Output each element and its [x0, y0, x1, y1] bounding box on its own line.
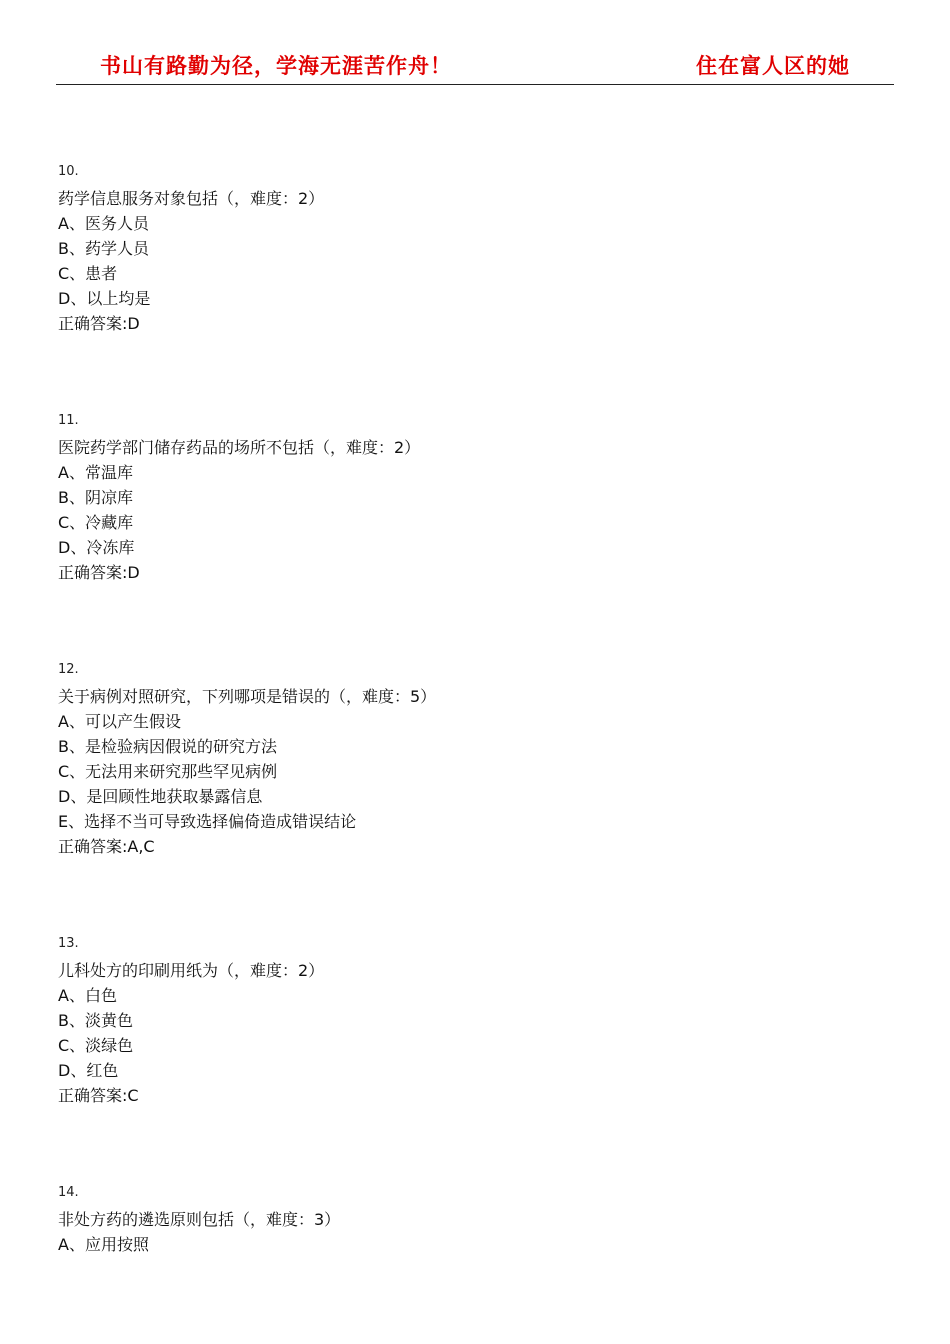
option-a: A、常温库: [58, 463, 133, 482]
question-stem: 关于病例对照研究，下列哪项是错误的（，难度：5）: [58, 687, 437, 706]
correct-answer: 正确答案:D: [58, 314, 140, 333]
question-10: [58, 164, 324, 336]
option-a: A、医务人员: [58, 214, 149, 233]
option-c: C、淡绿色: [58, 1036, 134, 1055]
correct-answer: 正确答案:D: [58, 563, 140, 582]
question-number: 13.: [58, 936, 79, 951]
option-d: D、红色: [58, 1061, 119, 1080]
correct-answer: 正确答案:A,C: [58, 837, 155, 856]
header-motto: 书山有路勤为径，学海无涯苦作舟！: [100, 53, 452, 78]
question-number: 14.: [58, 1185, 79, 1200]
question-number: 10.: [58, 164, 79, 179]
option-c: C、无法用来研究那些罕见病例: [58, 762, 278, 781]
question-13: [58, 936, 324, 1108]
option-d: D、冷冻库: [58, 538, 135, 557]
page-header: [56, 46, 894, 85]
question-14: [58, 1185, 340, 1257]
option-d: D、是回顾性地获取暴露信息: [58, 787, 263, 806]
header-author: 住在富人区的她: [696, 53, 850, 78]
option-a: A、应用按照: [58, 1235, 149, 1254]
option-b: B、阴凉库: [58, 488, 133, 507]
question-stem: 药学信息服务对象包括（，难度：2）: [58, 189, 325, 208]
question-number: 11.: [58, 413, 79, 428]
option-a: A、白色: [58, 986, 117, 1005]
option-b: B、药学人员: [58, 239, 149, 258]
option-e: E、选择不当可导致选择偏倚造成错误结论: [58, 812, 357, 831]
option-b: B、是检验病因假说的研究方法: [58, 737, 277, 756]
option-c: C、冷藏库: [58, 513, 134, 532]
option-c: C、患者: [58, 264, 118, 283]
option-d: D、以上均是: [58, 289, 151, 308]
question-stem: 非处方药的遴选原则包括（，难度：3）: [58, 1210, 341, 1229]
question-number: 12.: [58, 662, 79, 677]
option-b: B、淡黄色: [58, 1011, 133, 1030]
question-stem: 儿科处方的印刷用纸为（，难度：2）: [58, 961, 325, 980]
question-12: [58, 662, 436, 859]
option-a: A、可以产生假设: [58, 712, 181, 731]
question-stem: 医院药学部门储存药品的场所不包括（，难度：2）: [58, 438, 421, 457]
correct-answer: 正确答案:C: [58, 1086, 139, 1105]
question-11: [58, 413, 420, 585]
